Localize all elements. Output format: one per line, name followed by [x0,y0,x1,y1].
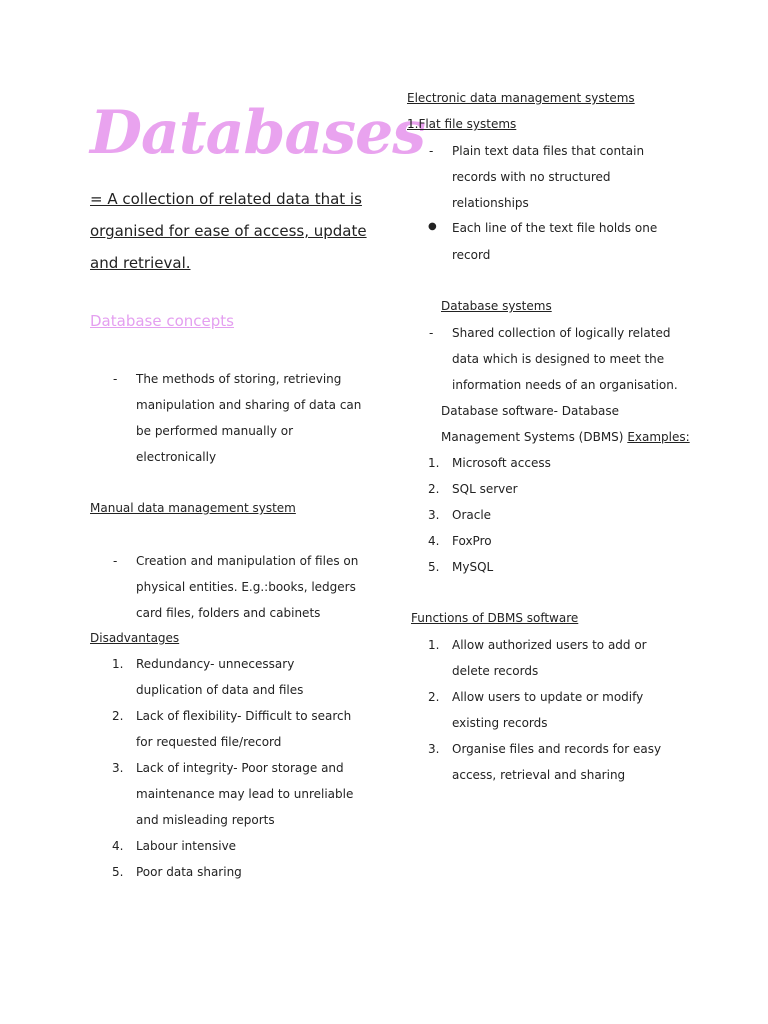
list-item: maintenance may lead to unreliable [136,787,354,801]
example-item: Oracle [452,508,492,522]
example-item: MySQL [452,560,494,574]
list-item: Lack of flexibility- Difficult to search [136,709,352,723]
concepts-line: manipulation and sharing of data can [136,398,362,412]
list-number: 3. [428,742,440,756]
example-item: FoxPro [452,534,492,548]
function-item: existing records [452,716,548,730]
example-item: Microsoft access [452,456,551,470]
list-item: Redundancy- unnecessary [136,657,295,671]
flat-file-line: record [452,248,491,262]
db-systems-heading: Database systems [441,299,552,313]
concepts-heading: Database concepts [90,312,234,330]
db-systems-line: data which is designed to meet the [452,352,665,366]
list-item: Labour intensive [136,839,237,853]
manual-heading: Manual data management system [90,501,296,515]
function-item: Organise files and records for easy [452,742,662,756]
flat-file-heading: 1.Flat file systems [407,117,517,131]
list-number: 4. [428,534,440,548]
disadvantages-heading: Disadvantages [90,631,180,645]
flat-file-line: relationships [452,196,529,210]
definition-line-2: organised for ease of access, update [90,222,367,240]
function-item: Allow users to update or modify [452,690,644,704]
list-item: and misleading reports [136,813,275,827]
example-item: SQL server [452,482,518,496]
function-item: access, retrieval and sharing [452,768,626,782]
list-number: 2. [428,690,440,704]
function-item: Allow authorized users to add or [452,638,647,652]
bullet-dot: ● [428,221,437,232]
functions-heading: Functions of DBMS software [411,611,579,625]
flat-file-line: Plain text data files that contain [452,144,645,158]
list-number: 5. [112,865,124,879]
list-number: 5. [428,560,440,574]
list-item: duplication of data and files [136,683,304,697]
list-number: 1. [428,456,440,470]
bullet-dash: - [113,554,118,568]
list-number: 3. [112,761,124,775]
manual-line: Creation and manipulation of files on [136,554,359,568]
list-number: 1. [112,657,124,671]
bullet-dash: - [113,372,118,386]
db-systems-line: Shared collection of logically related [452,326,671,340]
list-item: for requested file/record [136,735,282,749]
list-number: 1. [428,638,440,652]
flat-file-line: records with no structured [452,170,611,184]
flat-file-line: Each line of the text file holds one [452,221,658,235]
bullet-dash: - [429,326,434,340]
list-number: 3. [428,508,440,522]
db-systems-line: information needs of an organisation. [452,378,678,392]
examples-label: Examples: [627,430,690,444]
definition-line-1: = A collection of related data that is [90,190,362,208]
electronic-heading: Electronic data management systems [407,91,635,105]
function-item: delete records [452,664,539,678]
list-number: 2. [112,709,124,723]
concepts-line: The methods of storing, retrieving [136,372,342,386]
definition-line-3: and retrieval. [90,254,191,272]
db-software-text: Management Systems (DBMS) [441,430,624,444]
page-title: Databases [90,98,426,168]
list-item: Poor data sharing [136,865,242,879]
db-software-line [441,430,690,444]
db-software-line: Database software- Database [441,404,620,418]
list-item: Lack of integrity- Poor storage and [136,761,344,775]
concepts-line: be performed manually or [136,424,294,438]
list-number: 4. [112,839,124,853]
list-number: 2. [428,482,440,496]
manual-line: physical entities. E.g.:books, ledgers [136,580,356,594]
bullet-dash: - [429,144,434,158]
concepts-line: electronically [136,450,217,464]
manual-line: card files, folders and cabinets [136,606,321,620]
